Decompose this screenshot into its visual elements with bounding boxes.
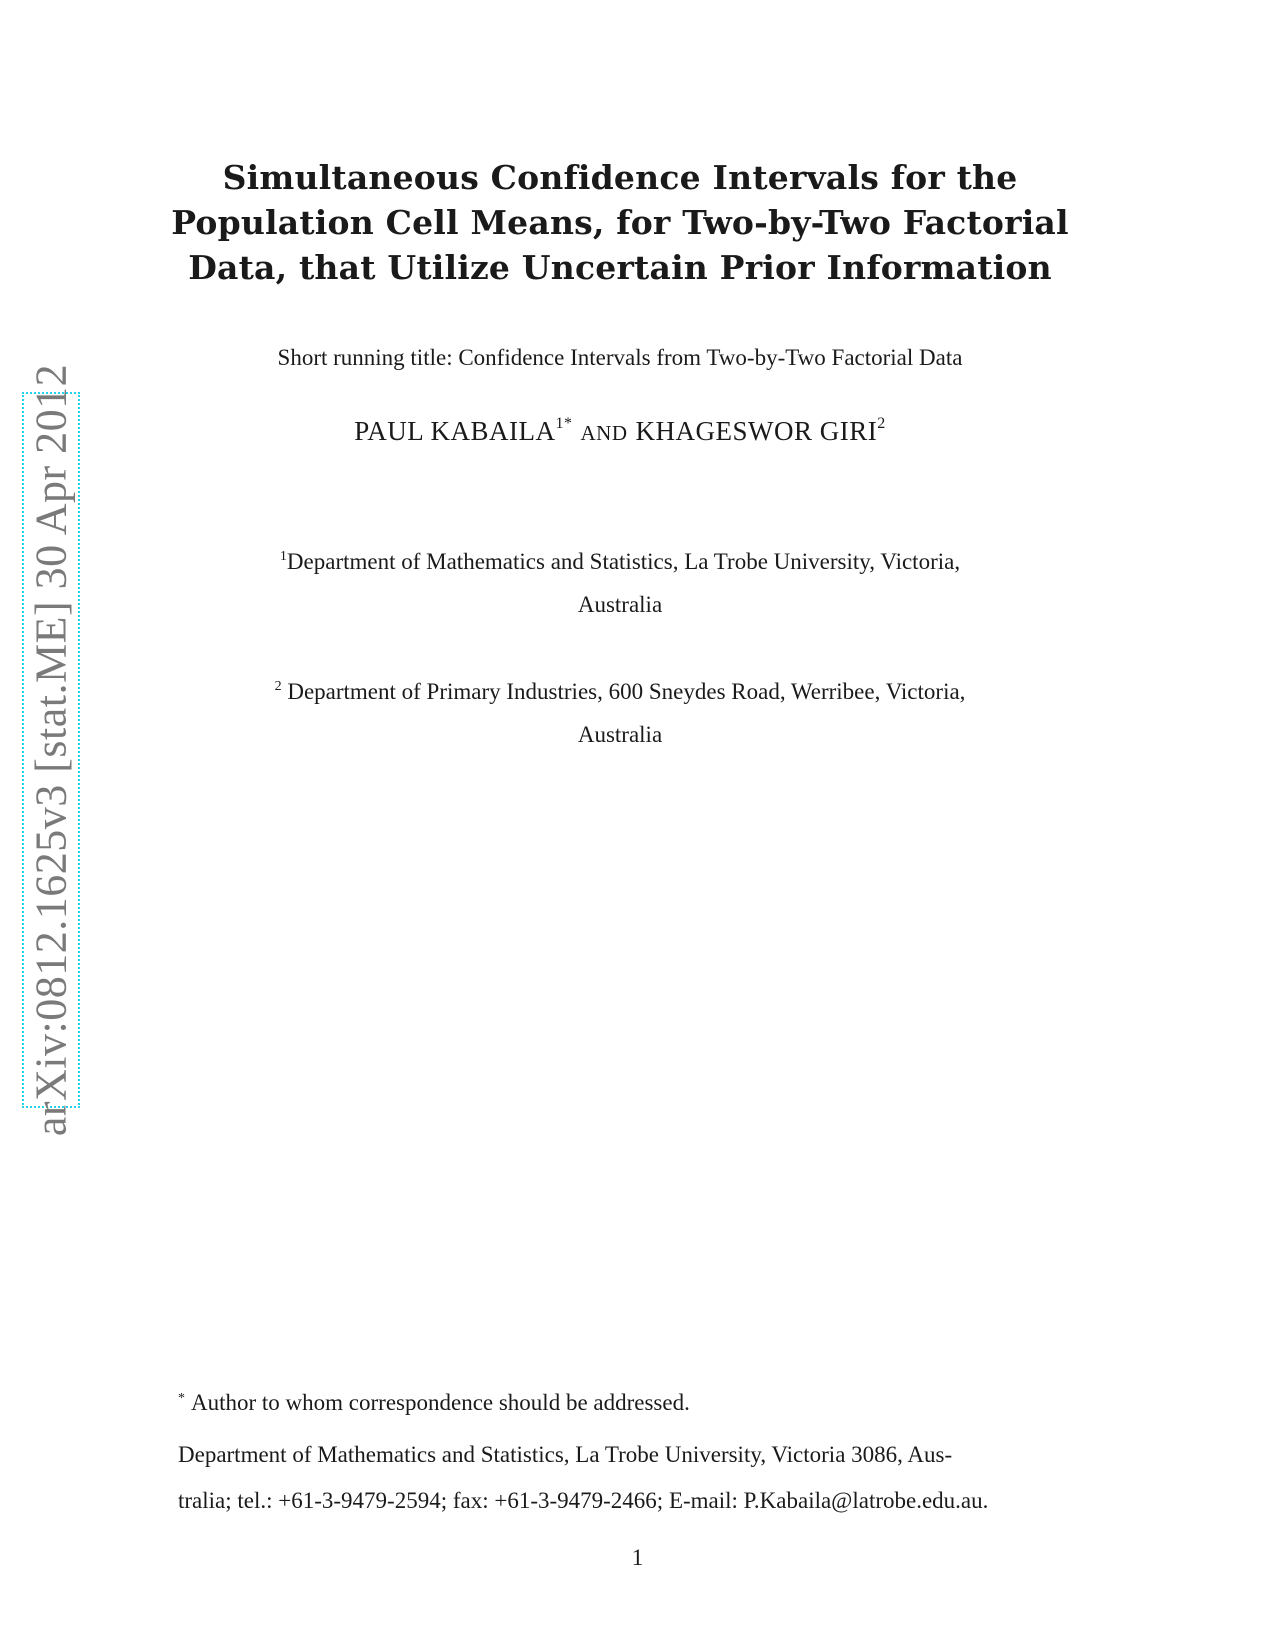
author-1-affiliation-marker: 1* <box>555 415 573 432</box>
affiliation-1-marker: 1 <box>279 549 287 564</box>
author-list <box>150 416 1090 447</box>
address-line-2: tralia; tel.: +61-3-9479-2594; fax: +61-3-9479-2466; E-mail: P.Kabaila@latrobe.edu.au. <box>178 1488 989 1513</box>
author-conjunction: AND <box>580 421 628 445</box>
affiliation-2-line-2: Australia <box>577 722 663 747</box>
address-line-1: Department of Mathematics and Statistics, La Trobe University, Victoria 3086, Aus- <box>178 1442 953 1467</box>
correspondence-footnote <box>178 1390 1078 1416</box>
running-title: Short running title: Confidence Intervals from Two-by-Two Factorial Data <box>277 345 963 370</box>
title-line-1: Simultaneous Confidence Intervals for the <box>222 158 1018 197</box>
title-line-2: Population Cell Means, for Two-by-Two Factorial <box>171 203 1069 242</box>
footnote-marker: * <box>178 1391 185 1406</box>
footnote-text: Author to whom correspondence should be addressed. <box>191 1390 690 1415</box>
affiliation-2-marker: 2 <box>274 679 282 694</box>
correspondence-address <box>178 1432 1078 1524</box>
arxiv-stamp-text: arXiv:0812.1625v3 [stat.ME] 30 Apr 2012 <box>26 363 76 1137</box>
arxiv-stamp[interactable] <box>22 363 80 1137</box>
affiliation-1-line-1: Department of Mathematics and Statistics, La Trobe University, Victoria, <box>286 549 961 574</box>
affiliation-1 <box>150 540 1090 626</box>
author-2-affiliation-marker: 2 <box>877 415 886 432</box>
page-number: 1 <box>631 1545 644 1570</box>
title-line-3: Data, that Utilize Uncertain Prior Information <box>188 248 1052 287</box>
affiliation-1-line-2: Australia <box>577 592 663 617</box>
affiliation-2-line-1: Department of Primary Industries, 600 Sneydes Road, Werribee, Victoria, <box>281 679 966 704</box>
paper-title <box>150 155 1090 290</box>
affiliation-2 <box>150 670 1090 756</box>
author-2-name: KHAGESWOR GIRI <box>635 416 878 446</box>
author-1-name: PAUL KABAILA <box>354 416 556 446</box>
